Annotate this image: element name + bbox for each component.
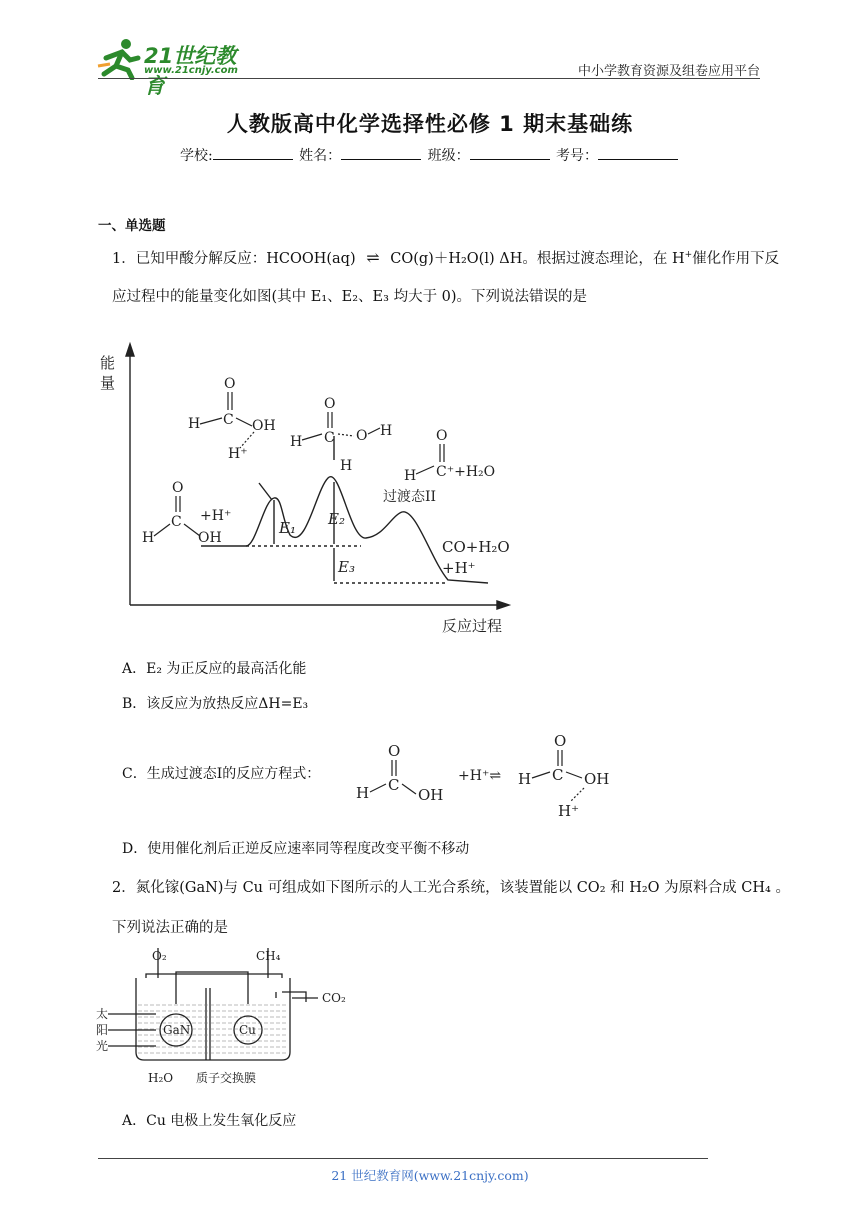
- class-blank[interactable]: [470, 147, 550, 160]
- e1-label: E₁: [279, 519, 296, 537]
- exam-no-label: 考号：: [556, 148, 599, 164]
- x-axis-arrow-icon: [497, 601, 509, 609]
- ylabel-2: 量: [100, 374, 116, 392]
- svg-text:C: C: [171, 514, 182, 530]
- svg-text:H: H: [142, 530, 155, 546]
- svg-text:OH: OH: [418, 786, 444, 804]
- y-axis-arrow-icon: [126, 344, 134, 356]
- svg-text:O: O: [388, 742, 401, 760]
- sun-label-1: 太: [96, 1007, 109, 1021]
- logo-url-text: www.21cnjy.com: [144, 65, 238, 76]
- footer-text[interactable]: 21 世纪教育网(www.21cnjy.com): [331, 1168, 529, 1183]
- e3-label: E₃: [338, 558, 355, 576]
- svg-text:H: H: [404, 468, 417, 484]
- svg-text:H⁺: H⁺: [228, 446, 248, 462]
- logo-main-text: 21世纪教育: [144, 44, 237, 98]
- svg-text:H: H: [290, 434, 303, 450]
- q1-option-c[interactable]: [122, 763, 320, 783]
- student-info: [0, 145, 860, 165]
- exam-no-blank[interactable]: [598, 147, 678, 160]
- q1-sup: +: [684, 250, 693, 260]
- sun-label-2: 阳: [96, 1023, 109, 1037]
- q1-text-b: CO(g)＋H₂O(l) ΔH。根据过渡态理论，在 H: [390, 250, 685, 267]
- e2-label: E₂: [328, 510, 345, 528]
- q1-option-b[interactable]: B．该反应为放热反应ΔH=E₃: [122, 696, 309, 712]
- gan-label: GaN: [163, 1023, 191, 1037]
- svg-text:H⁺: H⁺: [558, 802, 579, 820]
- svg-text:C⁺+H₂O: C⁺+H₂O: [436, 464, 496, 480]
- option-c-equation: [352, 722, 632, 822]
- svg-text:C: C: [324, 430, 335, 446]
- co2-label: CO₂: [322, 991, 346, 1005]
- name-blank[interactable]: [341, 147, 421, 160]
- q2-line1: 2．氮化镓(GaN)与 Cu 可组成如下图所示的人工光合系统，该装置能以 CO₂ 和 H₂O 为原料合成 CH₄ 。: [112, 880, 790, 896]
- q1-text-c: 催化作用下反: [692, 250, 780, 267]
- ylabel-1: 能: [100, 354, 116, 372]
- footer-divider: [98, 1158, 708, 1159]
- svg-text:OH: OH: [198, 530, 222, 546]
- svg-text:H: H: [188, 416, 201, 432]
- ts2-label: 过渡态II: [383, 489, 437, 505]
- photosynthesis-diagram: [96, 942, 356, 1102]
- equilibrium-arrow-icon: ⇌: [366, 247, 380, 267]
- svg-text:O: O: [554, 732, 567, 750]
- header-right-text: 中小学教育资源及组卷应用平台: [577, 64, 760, 79]
- svg-text:C: C: [388, 776, 400, 794]
- svg-text:OH: OH: [584, 770, 610, 788]
- q1-line2: 应过程中的能量变化如图(其中 E₁、E₂、E₃ 均大于 0)。下列说法错误的是: [112, 289, 588, 305]
- svg-text:OH: OH: [252, 418, 276, 434]
- school-label: 学校:: [179, 148, 213, 164]
- membrane-label: 质子交换膜: [196, 1071, 257, 1085]
- svg-text:H: H: [340, 458, 353, 474]
- svg-text:+H⁺: +H⁺: [200, 508, 232, 524]
- q1-line1: [112, 245, 779, 269]
- q2-line2: 下列说法正确的是: [112, 920, 228, 936]
- q1-text-a: 1．已知甲酸分解反应：HCOOH(aq): [112, 250, 356, 267]
- q1-option-a[interactable]: A．E₂ 为正反应的最高活化能: [122, 661, 307, 677]
- section-heading: 一、单选题: [98, 218, 166, 234]
- svg-text:O: O: [224, 376, 236, 392]
- energy-diagram: [96, 340, 536, 640]
- svg-text:O: O: [172, 480, 184, 496]
- o2-label: O₂: [152, 949, 167, 963]
- q1-option-d[interactable]: D．使用催化剂后正逆反应速率同等程度改变平衡不移动: [122, 841, 470, 857]
- svg-text:H: H: [380, 423, 393, 439]
- cu-label: Cu: [239, 1023, 256, 1037]
- logo: [96, 36, 256, 98]
- products-hplus: +H⁺: [442, 559, 476, 577]
- class-label: 班级：: [427, 148, 470, 164]
- h2o-label: H₂O: [148, 1071, 174, 1085]
- option-c-mid: +H⁺⇌: [458, 768, 502, 784]
- page-title: 人教版高中化学选择性必修 1 期末基础练: [226, 112, 634, 136]
- products-label: CO+H₂O: [442, 538, 510, 556]
- svg-text:H: H: [518, 770, 532, 788]
- sun-label-3: 光: [96, 1039, 109, 1053]
- svg-text:H: H: [356, 784, 370, 802]
- svg-text:O: O: [436, 428, 448, 444]
- x-axis-label: 反应过程: [442, 617, 503, 635]
- ts1-tick: [259, 483, 272, 500]
- name-label: 姓名：: [299, 148, 342, 164]
- svg-text:O: O: [324, 396, 336, 412]
- header-divider: [98, 78, 760, 79]
- runner-icon: [96, 36, 142, 80]
- school-blank[interactable]: [213, 147, 293, 160]
- q2-option-a[interactable]: A．Cu 电极上发生氧化反应: [122, 1113, 297, 1129]
- svg-text:C: C: [223, 412, 234, 428]
- svg-text:C: C: [552, 766, 564, 784]
- svg-text:O: O: [356, 428, 368, 444]
- ch4-label: CH₄: [256, 949, 281, 963]
- q1-option-c-text: C．生成过渡态Ⅰ的反应方程式：: [122, 766, 321, 782]
